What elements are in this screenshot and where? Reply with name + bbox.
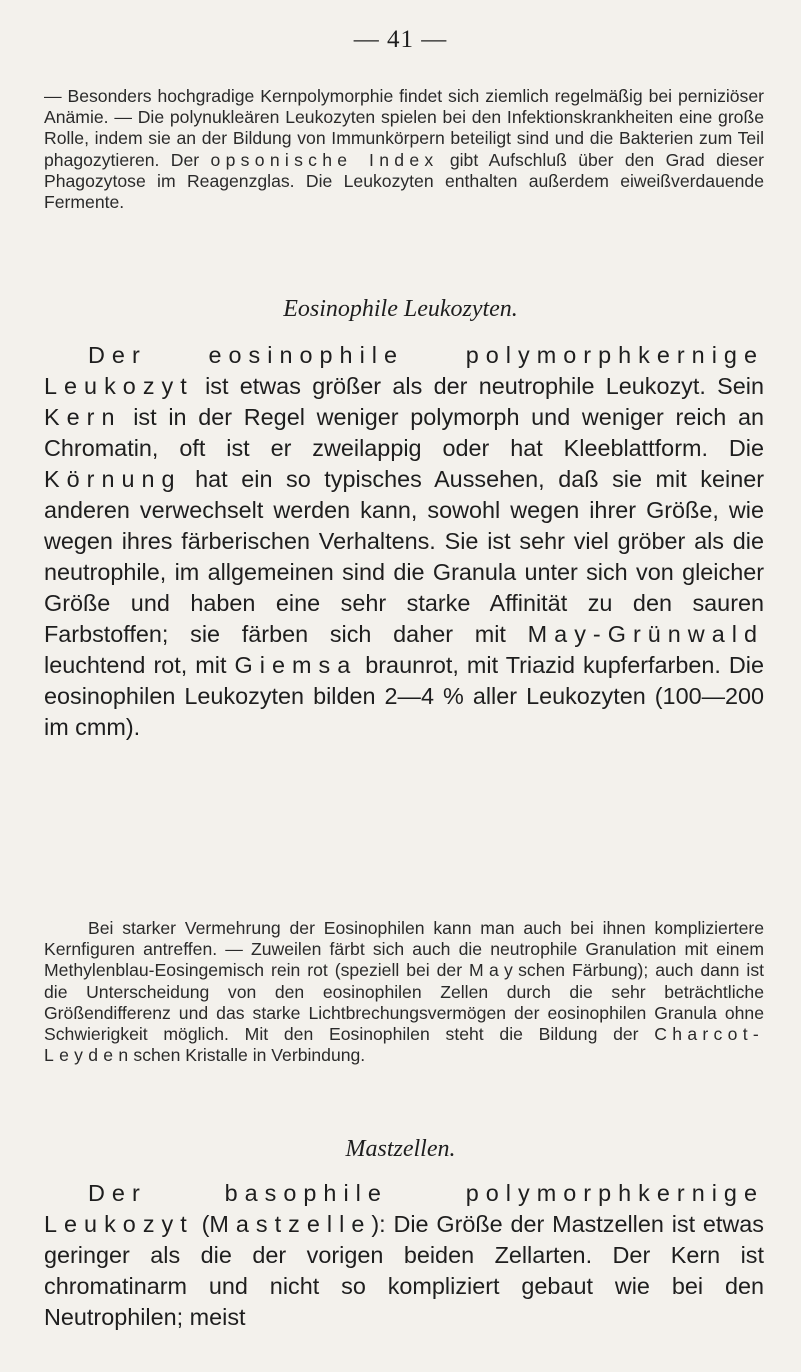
paragraph-eosinophile [44, 340, 764, 743]
paragraph-polynuclear [44, 86, 764, 213]
emphasis-kern: Kern [44, 404, 122, 430]
page-number: — 41 — [353, 26, 448, 53]
paragraph-eosinophile-notes [44, 918, 764, 1066]
paragraph-text: ( [193, 1211, 210, 1237]
emphasis-may: May [469, 960, 519, 981]
paragraph-text: gibt Aufschluß über den Grad dieser Phagozytose im Reagenzglas. Die Leukozyten enthalten außerdem eiweißverdauende Fermente. [44, 149, 764, 213]
emphasis-may-gruenwald: May-Grünwald [527, 621, 764, 647]
emphasis-charcot-leyden: Charcot-Leyden [44, 1024, 764, 1066]
paragraph-text: schen Färbung); auch dann ist die Unterscheidung von den eosinophilen Zellen durch die sehr beträchtliche Größendifferenz und das starke Lichtbrechungsvermögen der eosinophilen Granula ohne Schwierigkeit möglich. Mit den Eosinophilen steht die Bildung der [44, 960, 765, 1045]
paragraph-text: ist etwas größer als der neutrophile Leukozyt. Sein [193, 373, 764, 399]
emphasis-cell-name: Der eosinophile polymorphkernige Leukozyt [44, 342, 764, 399]
emphasis-opsonic-index: opsonische Index [210, 149, 439, 170]
paragraph-text: schen Kristalle in Verbindung. [133, 1045, 366, 1066]
emphasis-koernung: Körnung [44, 466, 182, 492]
emphasis-mastzelle: Mastzelle [209, 1211, 372, 1237]
paragraph-text: ist in der Regel weniger polymorph und weniger reich an Chromatin, oft ist er zweilappig oder hat Kleeblattform. Die [44, 404, 764, 461]
paragraph-text: — Besonders hochgradige Kernpolymorphie findet sich ziemlich regelmäßig bei perniziöser Anämie. — Die polynukleären Leukozyten spielen bei den Infektionskrankheiten eine große Rolle, indem sie an der Bildung von Immunkörpern beteiligt sind und die Bakterien zum Teil phagozytieren. Der [44, 86, 764, 170]
paragraph-text: ): Die Größe der Mastzellen ist etwas geringer als die der vorigen beiden Zellarten. Der Kern ist chromatinarm und nicht so kompliziert gebaut wie bei den Neutrophilen; meist [44, 1211, 764, 1330]
paragraph-text: Bei starker Vermehrung der Eosinophilen kann man auch bei ihnen kompliziertere Kernfiguren antreffen. — Zuweilen färbt sich auch die neutrophile Granulation mit einem Methylenblau-Eosingemisch rein rot (speziell bei der [44, 918, 764, 981]
paragraph-mastzellen [44, 1178, 764, 1333]
paragraph-text: hat ein so typisches Aussehen, daß sie mit keiner anderen verwechselt werden kann, sowohl wegen ihrer Größe, wie wegen ihres färberischen Verhaltens. Sie ist sehr viel gröber als die neutrophile, im allgemeinen sind die Granula unter sich von gleicher Größe und haben eine sehr starke Affinität zu den sauren Farbstoffen; sie färben sich daher mit [44, 466, 764, 647]
emphasis-cell-name: Der basophile polymorphkernige Leukozyt [44, 1180, 764, 1237]
paragraph-text: braunrot, mit Triazid kupferfarben. Die eosinophilen Leukozyten bilden 2—4 % aller Leukozyten (100—200 im cmm). [44, 652, 764, 740]
emphasis-giemsa: Giemsa [234, 652, 358, 678]
section-heading-eosinophile: Eosinophile Leukozyten. [283, 296, 518, 322]
section-heading-mastzellen: Mastzellen. [345, 1136, 456, 1162]
paragraph-text: leuchtend rot, mit [44, 652, 235, 678]
